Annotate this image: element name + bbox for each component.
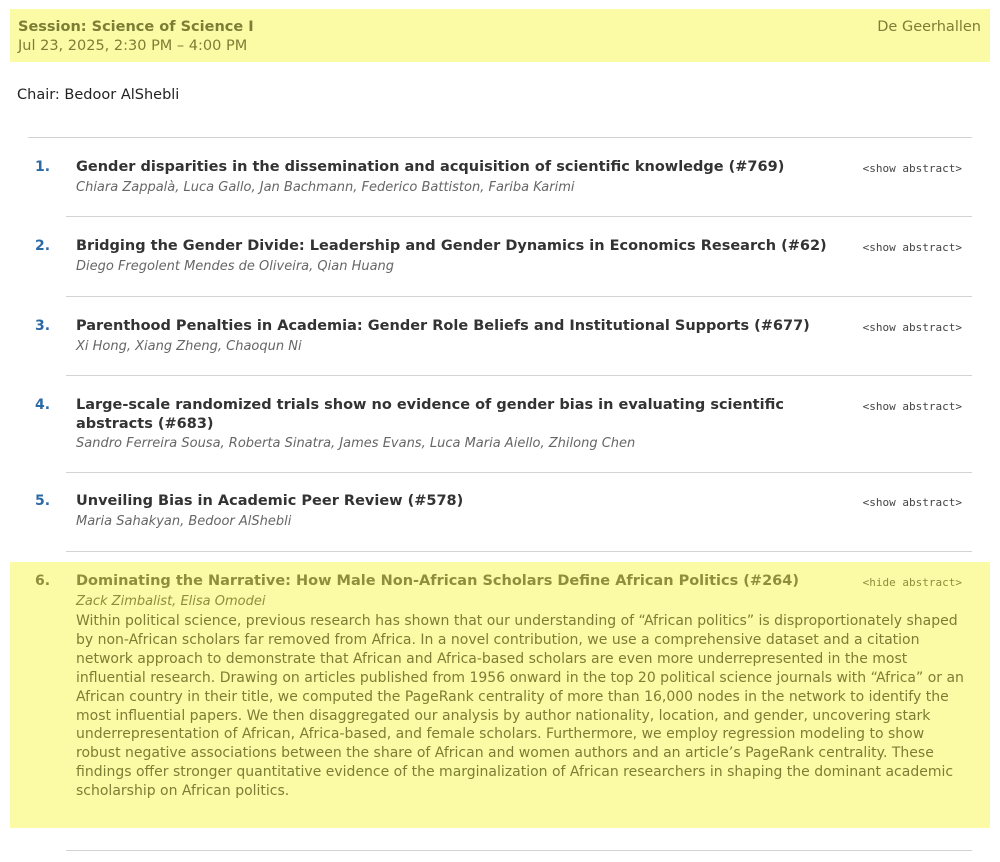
talk-title: Large-scale randomized trials show no evidence of gender bias in evaluating scientific abstracts (#683) bbox=[76, 397, 784, 432]
divider bbox=[66, 375, 972, 376]
session-room: De Geerhallen bbox=[877, 19, 981, 35]
divider bbox=[28, 137, 972, 138]
session-chair: Chair: Bedoor AlShebli bbox=[17, 87, 180, 103]
divider bbox=[66, 850, 972, 851]
talk-abstract: Within political science, previous research has shown that our understanding of “African politics” is disproportionately shaped by non-African scholars far removed from Africa. In a novel contribution, we use a comprehensive dataset and a citation network approach to demonstrate that African and Africa-based scholars are even more underrepresented in the most influential research. Drawing on articles published from 1956 onward in the top 20 political science journals with “Africa” or an African country in their title, we computed the PageRank centrality of more than 16,000 nodes in the network to identify the most influential papers. We then disaggregated our analysis by author nationality, location, and gender, uncovering stark underrepresentation of African, Africa-based, and female scholars. Furthermore, we employ regression modeling to show robust negative associations between the share of African and women authors and an article’s PageRank centrality. These findings offer stronger quantitative evidence of the marginalization of African researchers in shaping the dominant academic scholarship on African politics. bbox=[76, 613, 964, 800]
talk-authors: Maria Sahakyan, Bedoor AlShebli bbox=[76, 514, 292, 529]
show-abstract-toggle[interactable]: <show abstract> bbox=[862, 241, 962, 254]
show-abstract-toggle[interactable]: <show abstract> bbox=[862, 162, 962, 175]
talk-number: 1. bbox=[35, 159, 51, 175]
talk-authors: Xi Hong, Xiang Zheng, Chaoqun Ni bbox=[76, 339, 302, 354]
talk-title: Parenthood Penalties in Academia: Gender Role Beliefs and Institutional Supports (#677) bbox=[76, 318, 810, 334]
talk-title: Gender disparities in the dissemination and acquisition of scientific knowledge (#769) bbox=[76, 159, 785, 175]
talk-number: 5. bbox=[35, 493, 51, 509]
divider bbox=[66, 296, 972, 297]
show-abstract-toggle[interactable]: <show abstract> bbox=[862, 321, 962, 334]
talk-authors: Diego Fregolent Mendes de Oliveira, Qian Huang bbox=[76, 259, 395, 274]
talk-authors: Chiara Zappalà, Luca Gallo, Jan Bachmann, Federico Battiston, Fariba Karimi bbox=[76, 180, 575, 195]
divider bbox=[66, 472, 972, 473]
session-title: Session: Science of Science I bbox=[18, 19, 254, 35]
talk-title: Bridging the Gender Divide: Leadership and Gender Dynamics in Economics Research (#62) bbox=[76, 238, 827, 254]
divider bbox=[66, 551, 972, 552]
talk-title: Dominating the Narrative: How Male Non-African Scholars Define African Politics (#264) bbox=[76, 573, 799, 589]
talk-number: 6. bbox=[35, 573, 51, 589]
talk-number: 2. bbox=[35, 238, 51, 254]
talk-title: Unveiling Bias in Academic Peer Review (#578) bbox=[76, 493, 464, 509]
session-header bbox=[10, 9, 990, 62]
session-time: Jul 23, 2025, 2:30 PM – 4:00 PM bbox=[18, 38, 248, 54]
show-abstract-toggle[interactable]: <show abstract> bbox=[862, 400, 962, 413]
show-abstract-toggle[interactable]: <show abstract> bbox=[862, 496, 962, 509]
talk-authors: Sandro Ferreira Sousa, Roberta Sinatra, James Evans, Luca Maria Aiello, Zhilong Chen bbox=[76, 436, 636, 451]
talk-authors: Zack Zimbalist, Elisa Omodei bbox=[76, 594, 266, 609]
talk-number: 4. bbox=[35, 397, 51, 413]
hide-abstract-toggle[interactable]: <hide abstract> bbox=[862, 576, 962, 589]
talk-number: 3. bbox=[35, 318, 51, 334]
divider bbox=[66, 216, 972, 217]
